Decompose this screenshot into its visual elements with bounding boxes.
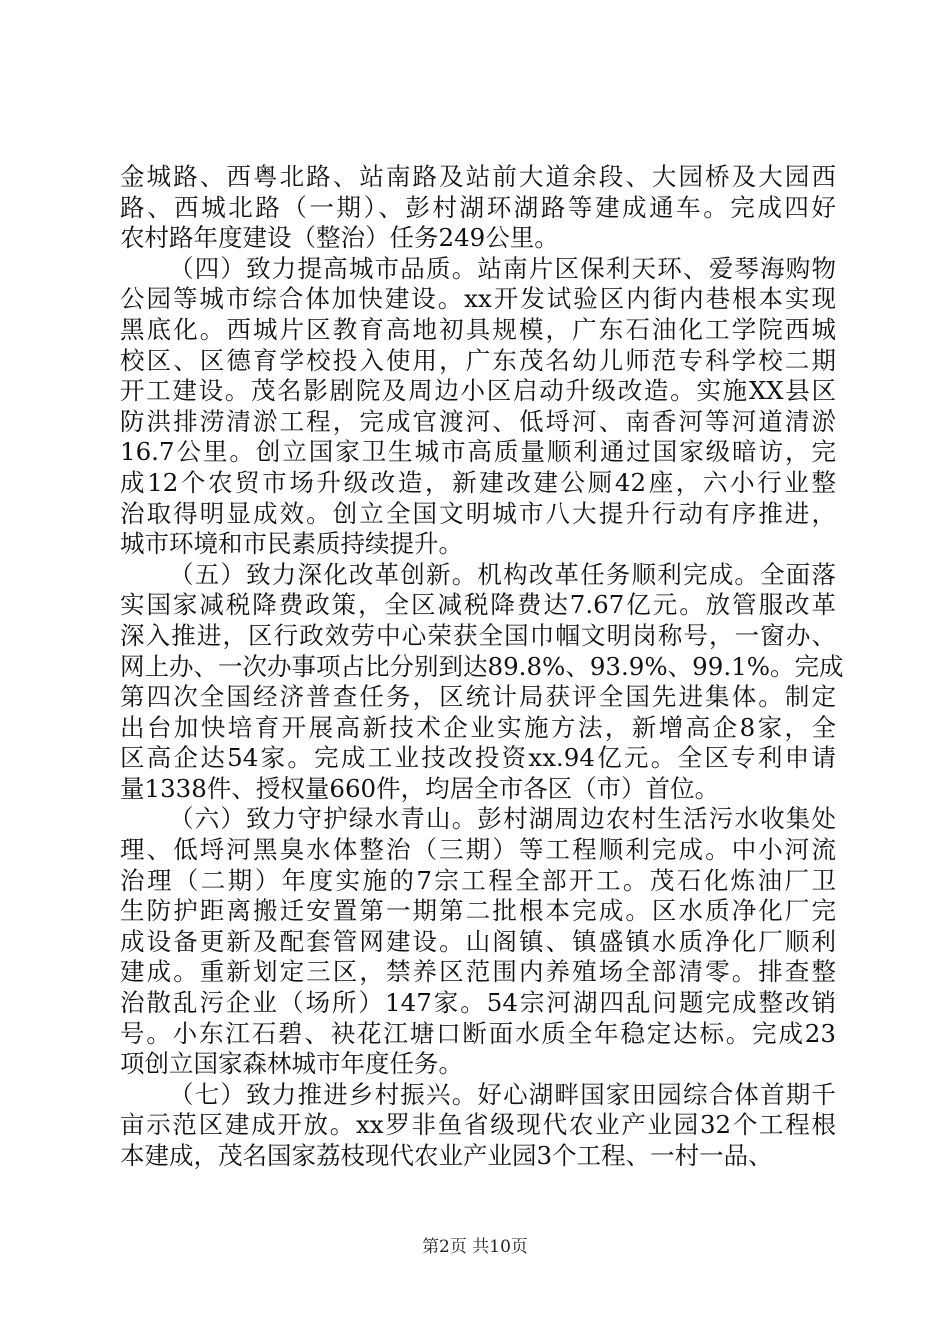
document-body [120,162,844,1172]
paragraph-line: 号。小东江石碧、袂花江塘口断面水质全年稳定达标。完成23 [120,1018,836,1048]
paragraph-line: （四）致力提高城市品质。站南片区保利天环、爱琴海购物 [169,253,836,283]
paragraph-line: 网上办、一次办事项占比分别到达89.8%、93.9%、99.1%。完成 [120,651,844,681]
paragraph-line: 理、低埒河黑臭水体整治（三期）等工程顺利完成。中小河流 [120,835,836,865]
paragraph-line: 城市环境和市民素质持续提升。 [120,529,463,559]
paragraph-line: 亩示范区建成开放。xx罗非鱼省级现代农业产业园32个工程根 [120,1110,836,1140]
paragraph-line: 公园等城市综合体加快建设。xx开发试验区内街内巷根本实现 [120,284,836,314]
paragraph-line: 16.7公里。创立国家卫生城市高质量顺利通过国家级暗访，完 [120,437,836,467]
paragraph-line: 量1338件、授权量660件，均居全市各区（市）首位。 [120,773,720,803]
paragraph-line: 深入推进，区行政效劳中心荣获全国巾帼文明岗称号，一窗办、 [120,620,836,650]
paragraph-line: 治理（二期）年度实施的7宗工程全部开工。茂石化炼油厂卫 [120,865,836,895]
paragraph-line: 治散乱污企业（场所）147家。54宗河湖四乱问题完成整改销 [120,988,836,1018]
paragraph-line: 项创立国家森林城市年度任务。 [120,1049,463,1079]
paragraph-line: 成设备更新及配套管网建设。山阁镇、镇盛镇水质净化厂顺利 [120,926,836,956]
paragraph-line: （六）致力守护绿水青山。彭村湖周边农村生活污水收集处 [169,804,836,834]
paragraph-line: 路、西城北路（一期）、彭村湖环湖路等建成通车。完成四好 [120,192,836,222]
paragraph-line: 实国家减税降费政策，全区减税降费达7.67亿元。放管服改革 [120,590,836,620]
paragraph-line: 出台加快培育开展高新技术企业实施方法，新增高企8家，全 [120,712,836,742]
paragraph-line: 开工建设。茂名影剧院及周边小区启动升级改造。实施XX县区 [120,376,836,406]
paragraph-line: 黑底化。西城片区教育高地初具规模，广东石油化工学院西城 [120,314,836,344]
paragraph-line: 金城路、西粤北路、站南路及站前大道余段、大园桥及大园西 [120,162,836,191]
paragraph-line: （七）致力推进乡村振兴。好心湖畔国家田园综合体首期千 [169,1079,836,1109]
paragraph-line: 第四次全国经济普查任务，区统计局获评全国先进集体。制定 [120,682,836,712]
paragraph-line: 校区、区德育学校投入使用，广东茂名幼儿师范专科学校二期 [120,345,836,375]
paragraph-line: 成12个农贸市场升级改造，新建改建公厕42座，六小行业整 [120,467,836,497]
paragraph-line: 本建成，茂名国家荔枝现代农业产业园3个工程、一村一品、 [120,1141,773,1170]
paragraph-line: 区高企达54家。完成工业技改投资xx.94亿元。全区专利申请 [120,743,836,773]
paragraph-line: 治取得明显成效。创立全国文明城市八大提升行动有序推进， [120,498,836,528]
paragraph-line: 防洪排涝清淤工程，完成官渡河、低埒河、南香河等河道清淤 [120,406,836,436]
paragraph-line: 建成。重新划定三区，禁养区范围内养殖场全部清零。排查整 [120,957,836,987]
page-footer: 第2页 共10页 [422,1237,528,1257]
paragraph-line: 生防护距离搬迁安置第一期第二批根本完成。区水质净化厂完 [120,896,836,926]
paragraph-line: （五）致力深化改革创新。机构改革任务顺利完成。全面落 [169,559,836,589]
paragraph-line: 农村路年度建设（整治）任务249公里。 [120,223,559,253]
